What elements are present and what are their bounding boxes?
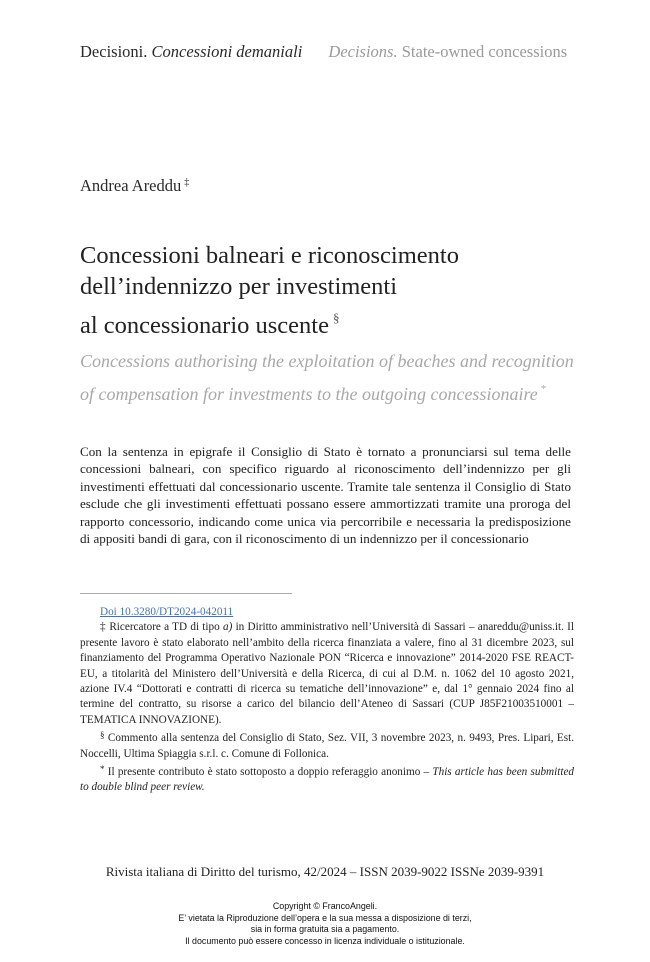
copyright-line-3: sia in forma gratuita sia a pagamento. [250,924,400,935]
footnote-case-text: Commento alla sentenza del Consiglio di Stato, Sez. VII, 3 novembre 2023, n. 9493, Pres. Lipari, Est. Noccelli, Ultima Spiaggia s.r.l. c. Comune di Follonica. [80,732,574,760]
subtitle-line-2: of compensation for investments to the outgoing concessionaire [80,384,538,404]
footnote-author-mark: ‡ [100,621,107,634]
section-label: Decisioni. [80,42,148,61]
footnote-case [80,728,574,762]
copyright-notice [0,901,650,948]
author-name: Andrea Areddu [80,176,182,195]
copyright-line-2: E’ vietata la Riproduzione dell’opera e la sua messa a disposizione di terzi, [178,912,472,923]
section-english [328,42,567,61]
footnote-review-text: Il presente contributo è stato sottoposto a doppio referaggio anonimo – [107,766,433,779]
copyright-line-1: Copyright © FrancoAngeli. [272,901,378,911]
footnote-separator [80,593,292,594]
section-label-en: Decisions. [328,42,398,61]
title-line-1: Concessioni balneari e riconoscimento [80,242,459,269]
journal-citation: Rivista italiana di Diritto del turismo, 42/2024 – ISSN 2039-9022 ISSNe 2039-9391 [105,864,545,879]
title-line-3: al concessionario uscente [80,312,329,339]
author-footnote-mark: ‡ [184,177,190,188]
footnote-case-mark: § [100,730,105,741]
subtitle-line-1: Concessions authorising the exploitation of beaches and recognition [80,351,574,371]
article-subtitle-english [80,347,580,408]
footnote-review-mark: * [100,764,105,775]
doi-link[interactable]: Doi 10.3280/DT2024-042011 [100,606,234,618]
abstract-paragraph: Con la sentenza in epigrafe il Consiglio di Stato è tornato a pronunciarsi sul tema delle concessioni balneari, con specifico riguardo al riconoscimento dell’indennizzo per gli investimenti effettuati dal concessionario uscente. Tramite tale sentenza il Consiglio di Stato esclude che gli investimenti effettuati possano essere ammortizzati tramite una proroga del rapporto concessorio, indicando come unica via percorribile e necessaria la predisposizione di appositi bandi di gara, con il riconoscimento di un indennizzo per il concessionario [80,444,571,547]
section-topic-en: State-owned concessions [401,42,568,61]
footnotes [80,605,574,796]
footnote-author-text-start: Ricercatore a TD di tipo [109,621,223,634]
copyright-line-4: Il documento può essere concesso in licenza individuale o istituzionale. [185,936,465,947]
footnote-review [80,762,574,796]
running-header [80,42,580,62]
footnote-review-italic: This article has been submitted to double blind peer review. [80,766,574,794]
article-title [80,240,580,341]
footnote-author [80,620,574,728]
title-footnote-mark: § [332,310,340,325]
author-line [80,176,189,196]
section-topic: Concessioni demaniali [151,42,303,61]
title-line-2: dell’indennizzo per investimenti [80,273,398,300]
footnote-author-italic: a) [222,621,233,634]
footnote-author-text: in Diritto amministrativo nell’Università di Sassari – anareddu@uniss.it. Il presente lavoro è stato elaborato nell’ambito della ricerca finanziata a valere, fino al 31 dicembre 2023, sul finanziamento del Programma Operativo Nazionale PON “Ricerca e innovazione” 2014-2020 FSE REACT-EU, a titolarità del Ministero dell’Università e della Ricerca, di cui al D.M. n. 1062 del 10 agosto 2021, azione IV.4 “Dottorati e contratti di ricerca su tematiche dell’innovazione” e, dal 1° gennaio 2024 fino al termine del contratto, su risorse a carico del bilancio dell’Ateneo di Sassari (CUP J85F21003510001 – TEMATICA INNOVAZIONE). [80,621,574,726]
subtitle-footnote-mark: * [540,383,547,395]
